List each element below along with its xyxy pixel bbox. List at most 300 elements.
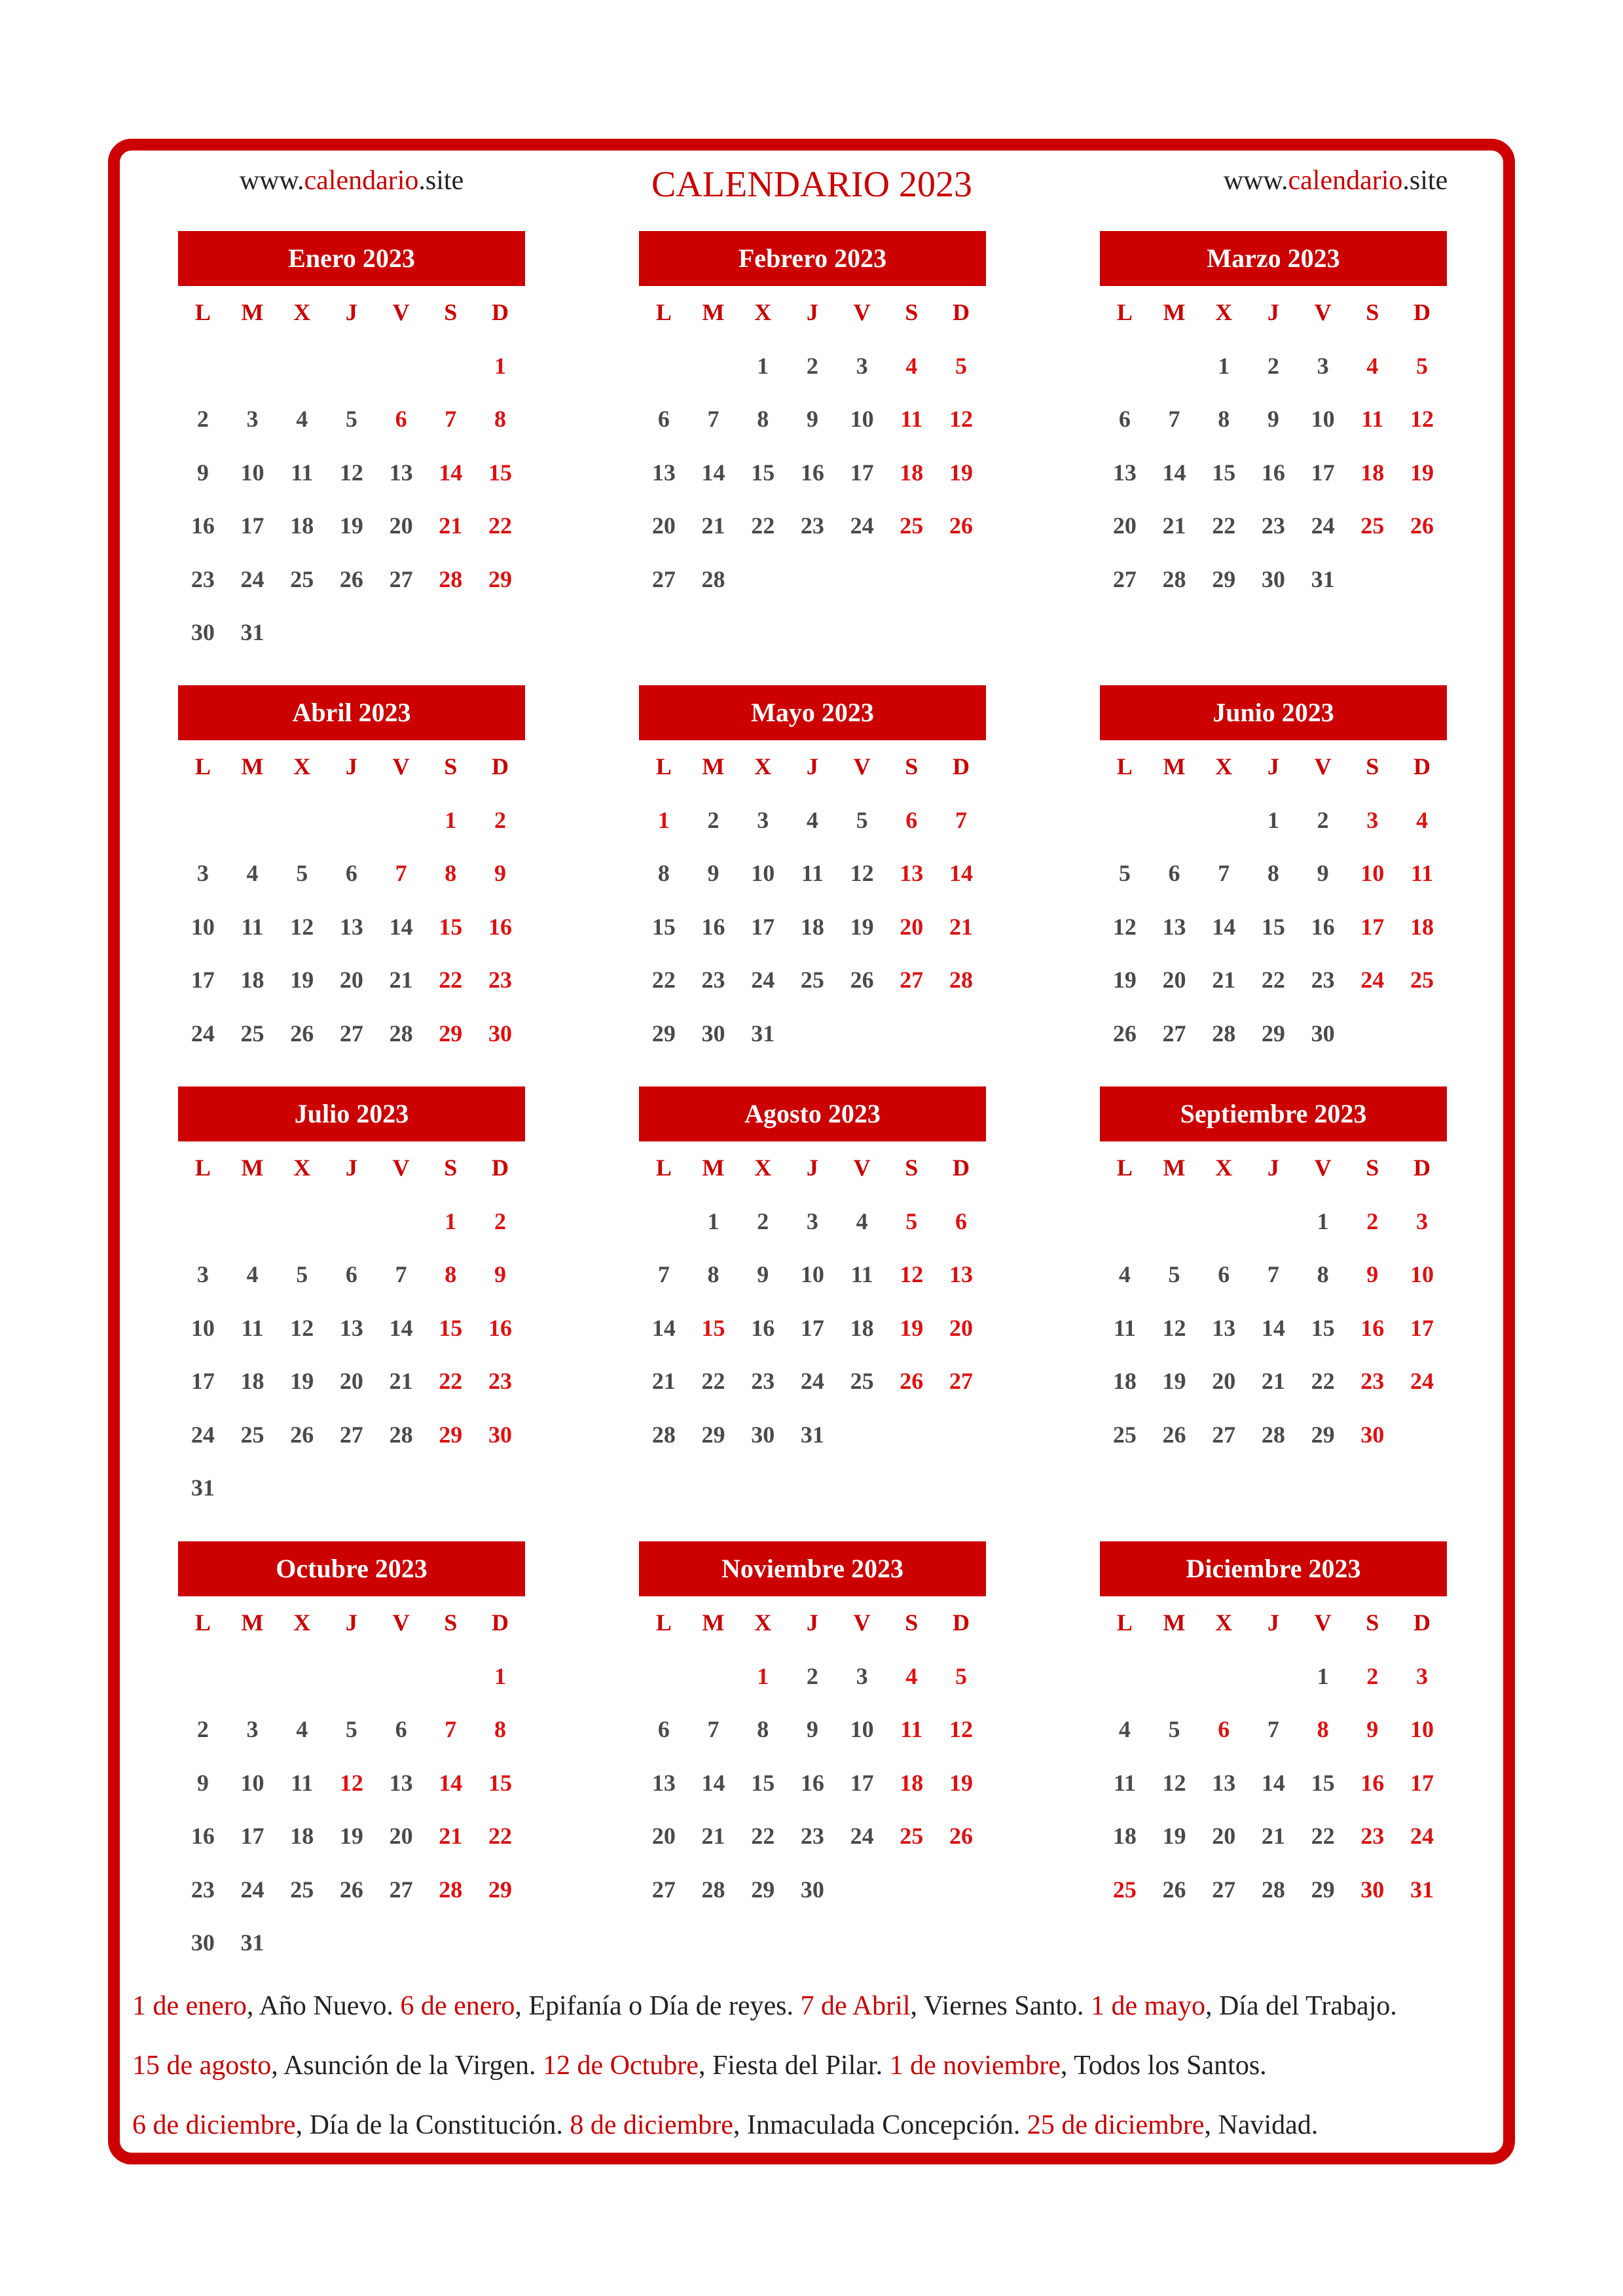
day-cell[interactable]: 21: [949, 913, 973, 940]
day-cell[interactable]: 11: [1113, 1769, 1136, 1796]
day-cell[interactable]: 18: [240, 1368, 264, 1394]
day-cell[interactable]: 6: [395, 406, 407, 432]
day-cell[interactable]: 18: [290, 1823, 314, 1849]
day-cell[interactable]: 9: [1267, 406, 1279, 432]
day-cell[interactable]: 23: [1360, 1823, 1385, 1849]
day-cell[interactable]: 10: [191, 913, 215, 940]
day-cell[interactable]: 4: [905, 1662, 918, 1689]
day-cell[interactable]: 16: [1311, 913, 1335, 940]
day-cell[interactable]: 27: [1212, 1876, 1236, 1903]
day-cell[interactable]: 4: [296, 406, 308, 432]
day-cell[interactable]: 3: [856, 352, 868, 379]
day-cell[interactable]: 4: [296, 1716, 308, 1742]
day-cell[interactable]: 27: [900, 967, 924, 993]
day-cell[interactable]: 21: [439, 512, 463, 539]
day-cell[interactable]: 5: [1415, 352, 1428, 379]
day-cell[interactable]: 20: [900, 913, 924, 940]
day-cell[interactable]: 24: [240, 1876, 264, 1903]
day-cell[interactable]: 19: [339, 512, 363, 539]
day-cell[interactable]: 6: [657, 1716, 670, 1742]
day-cell[interactable]: 16: [1261, 459, 1285, 486]
day-cell[interactable]: 31: [240, 619, 264, 645]
day-cell[interactable]: 10: [191, 1314, 215, 1341]
day-cell[interactable]: 24: [751, 967, 775, 993]
day-cell[interactable]: 21: [439, 1823, 463, 1849]
day-cell[interactable]: 7: [1267, 1261, 1279, 1287]
day-cell[interactable]: 25: [240, 1421, 264, 1448]
day-cell[interactable]: 14: [1162, 459, 1186, 486]
day-cell[interactable]: 14: [439, 1769, 463, 1796]
day-cell[interactable]: 7: [395, 1261, 407, 1287]
day-cell[interactable]: 12: [339, 459, 363, 486]
day-cell[interactable]: 13: [389, 1769, 413, 1796]
day-cell[interactable]: 25: [1410, 967, 1434, 993]
day-cell[interactable]: 5: [905, 1208, 918, 1234]
day-cell[interactable]: 25: [290, 1876, 314, 1903]
day-cell[interactable]: 21: [389, 1368, 413, 1394]
day-cell[interactable]: 19: [1162, 1823, 1186, 1849]
day-cell[interactable]: 22: [751, 1823, 775, 1849]
day-cell[interactable]: 8: [494, 1716, 506, 1742]
day-cell[interactable]: 1: [757, 1662, 769, 1689]
day-cell[interactable]: 16: [191, 1823, 215, 1849]
day-cell[interactable]: 18: [240, 967, 264, 993]
day-cell[interactable]: 21: [1261, 1823, 1285, 1849]
day-cell[interactable]: 27: [1162, 1020, 1186, 1047]
day-cell[interactable]: 7: [955, 806, 967, 833]
website-label-left[interactable]: [214, 165, 489, 196]
day-cell[interactable]: 19: [1410, 459, 1434, 486]
day-cell[interactable]: 13: [339, 1314, 363, 1341]
day-cell[interactable]: 30: [1311, 1020, 1335, 1047]
day-cell[interactable]: 26: [339, 565, 363, 592]
day-cell[interactable]: 11: [1410, 860, 1433, 886]
day-cell[interactable]: 1: [757, 352, 769, 379]
day-cell[interactable]: 7: [1267, 1716, 1279, 1742]
day-cell[interactable]: 14: [1261, 1769, 1285, 1796]
day-cell[interactable]: 1: [445, 1208, 457, 1234]
day-cell[interactable]: 9: [707, 860, 720, 886]
day-cell[interactable]: 16: [488, 1314, 512, 1341]
day-cell[interactable]: 11: [241, 913, 264, 940]
day-cell[interactable]: 11: [241, 1314, 264, 1341]
day-cell[interactable]: 29: [1311, 1876, 1335, 1903]
day-cell[interactable]: 16: [751, 1314, 775, 1341]
day-cell[interactable]: 15: [1311, 1314, 1335, 1341]
day-cell[interactable]: 27: [651, 1876, 676, 1903]
day-cell[interactable]: 8: [445, 1261, 457, 1287]
day-cell[interactable]: 23: [800, 1823, 824, 1849]
day-cell[interactable]: 8: [1218, 406, 1230, 432]
day-cell[interactable]: 13: [651, 1769, 676, 1796]
day-cell[interactable]: 13: [900, 860, 924, 886]
day-cell[interactable]: 4: [1118, 1261, 1131, 1287]
day-cell[interactable]: 5: [296, 1261, 308, 1287]
day-cell[interactable]: 2: [494, 806, 506, 833]
day-cell[interactable]: 16: [488, 913, 512, 940]
day-cell[interactable]: 17: [1360, 913, 1385, 940]
day-cell[interactable]: 8: [1267, 860, 1279, 886]
day-cell[interactable]: 15: [488, 459, 512, 486]
day-cell[interactable]: 26: [1162, 1421, 1186, 1448]
day-cell[interactable]: 23: [488, 1368, 512, 1394]
day-cell[interactable]: 27: [1212, 1421, 1236, 1448]
day-cell[interactable]: 18: [1410, 913, 1434, 940]
day-cell[interactable]: 14: [949, 860, 973, 886]
day-cell[interactable]: 1: [494, 1662, 506, 1689]
day-cell[interactable]: 5: [1118, 860, 1131, 886]
day-cell[interactable]: 18: [900, 1769, 924, 1796]
day-cell[interactable]: 23: [1261, 512, 1285, 539]
day-cell[interactable]: 4: [1366, 352, 1379, 379]
day-cell[interactable]: 25: [900, 1823, 924, 1849]
day-cell[interactable]: 1: [1267, 806, 1279, 833]
day-cell[interactable]: 24: [1311, 512, 1335, 539]
day-cell[interactable]: 31: [751, 1020, 775, 1047]
day-cell[interactable]: 10: [751, 860, 775, 886]
day-cell[interactable]: 11: [850, 1261, 873, 1287]
day-cell[interactable]: 3: [1366, 806, 1379, 833]
day-cell[interactable]: 13: [949, 1261, 973, 1287]
day-cell[interactable]: 31: [191, 1475, 215, 1501]
day-cell[interactable]: 18: [1112, 1368, 1137, 1394]
day-cell[interactable]: 27: [339, 1020, 363, 1047]
day-cell[interactable]: 6: [1218, 1716, 1230, 1742]
day-cell[interactable]: 1: [1218, 352, 1230, 379]
day-cell[interactable]: 13: [1162, 913, 1186, 940]
day-cell[interactable]: 9: [1317, 860, 1329, 886]
day-cell[interactable]: 11: [1361, 406, 1384, 432]
day-cell[interactable]: 28: [651, 1421, 676, 1448]
day-cell[interactable]: 4: [246, 1261, 259, 1287]
day-cell[interactable]: 14: [701, 459, 725, 486]
day-cell[interactable]: 10: [1360, 860, 1385, 886]
day-cell[interactable]: 30: [800, 1876, 824, 1903]
website-label-right[interactable]: [1198, 165, 1473, 196]
day-cell[interactable]: 21: [701, 1823, 725, 1849]
day-cell[interactable]: 21: [701, 512, 725, 539]
day-cell[interactable]: 2: [806, 1662, 818, 1689]
day-cell[interactable]: 17: [240, 1823, 264, 1849]
day-cell[interactable]: 21: [651, 1368, 676, 1394]
day-cell[interactable]: 25: [240, 1020, 264, 1047]
day-cell[interactable]: 10: [240, 459, 264, 486]
day-cell[interactable]: 7: [657, 1261, 670, 1287]
day-cell[interactable]: 9: [1366, 1261, 1379, 1287]
day-cell[interactable]: 17: [240, 512, 264, 539]
day-cell[interactable]: 7: [1218, 860, 1230, 886]
day-cell[interactable]: 8: [1317, 1716, 1329, 1742]
day-cell[interactable]: 11: [291, 1769, 314, 1796]
day-cell[interactable]: 15: [1261, 913, 1285, 940]
day-cell[interactable]: 25: [800, 967, 824, 993]
day-cell[interactable]: 5: [856, 806, 868, 833]
day-cell[interactable]: 28: [1261, 1876, 1285, 1903]
day-cell[interactable]: 20: [1212, 1368, 1236, 1394]
day-cell[interactable]: 7: [395, 860, 407, 886]
day-cell[interactable]: 21: [1162, 512, 1186, 539]
day-cell[interactable]: 29: [1261, 1020, 1285, 1047]
day-cell[interactable]: 3: [806, 1208, 818, 1234]
day-cell[interactable]: 4: [905, 352, 918, 379]
day-cell[interactable]: 17: [800, 1314, 824, 1341]
day-cell[interactable]: 9: [806, 406, 818, 432]
day-cell[interactable]: 26: [850, 967, 874, 993]
day-cell[interactable]: 17: [1410, 1314, 1434, 1341]
day-cell[interactable]: 25: [1360, 512, 1385, 539]
day-cell[interactable]: 25: [850, 1368, 874, 1394]
day-cell[interactable]: 4: [246, 860, 259, 886]
day-cell[interactable]: 9: [494, 860, 506, 886]
day-cell[interactable]: 22: [751, 512, 775, 539]
day-cell[interactable]: 4: [1415, 806, 1428, 833]
day-cell[interactable]: 29: [701, 1421, 725, 1448]
day-cell[interactable]: 14: [439, 459, 463, 486]
day-cell[interactable]: 20: [339, 1368, 363, 1394]
day-cell[interactable]: 26: [900, 1368, 924, 1394]
day-cell[interactable]: 10: [240, 1769, 264, 1796]
day-cell[interactable]: 17: [1410, 1769, 1434, 1796]
day-cell[interactable]: 7: [1168, 406, 1180, 432]
day-cell[interactable]: 26: [1410, 512, 1434, 539]
day-cell[interactable]: 13: [389, 459, 413, 486]
day-cell[interactable]: 31: [800, 1421, 824, 1448]
day-cell[interactable]: 25: [1112, 1421, 1137, 1448]
day-cell[interactable]: 19: [850, 913, 874, 940]
day-cell[interactable]: 28: [439, 565, 463, 592]
day-cell[interactable]: 12: [290, 1314, 314, 1341]
day-cell[interactable]: 15: [701, 1314, 725, 1341]
day-cell[interactable]: 15: [439, 1314, 463, 1341]
day-cell[interactable]: 6: [657, 406, 670, 432]
day-cell[interactable]: 24: [1410, 1368, 1434, 1394]
day-cell[interactable]: 18: [1112, 1823, 1137, 1849]
day-cell[interactable]: 29: [1212, 565, 1236, 592]
day-cell[interactable]: 4: [856, 1208, 868, 1234]
day-cell[interactable]: 6: [955, 1208, 967, 1234]
day-cell[interactable]: 3: [196, 860, 209, 886]
day-cell[interactable]: 21: [1212, 967, 1236, 993]
day-cell[interactable]: 20: [1162, 967, 1186, 993]
day-cell[interactable]: 3: [1415, 1662, 1428, 1689]
day-cell[interactable]: 19: [339, 1823, 363, 1849]
day-cell[interactable]: 5: [296, 860, 308, 886]
day-cell[interactable]: 28: [949, 967, 973, 993]
day-cell[interactable]: 24: [240, 565, 264, 592]
day-cell[interactable]: 19: [290, 1368, 314, 1394]
day-cell[interactable]: 11: [801, 860, 824, 886]
day-cell[interactable]: 22: [488, 512, 512, 539]
day-cell[interactable]: 6: [1118, 406, 1131, 432]
day-cell[interactable]: 25: [290, 565, 314, 592]
day-cell[interactable]: 17: [1311, 459, 1335, 486]
day-cell[interactable]: 22: [1212, 512, 1236, 539]
day-cell[interactable]: 24: [1410, 1823, 1434, 1849]
day-cell[interactable]: 16: [800, 459, 824, 486]
day-cell[interactable]: 17: [850, 1769, 874, 1796]
day-cell[interactable]: 23: [701, 967, 725, 993]
day-cell[interactable]: 29: [488, 565, 512, 592]
day-cell[interactable]: 13: [1212, 1769, 1236, 1796]
day-cell[interactable]: 6: [1218, 1261, 1230, 1287]
day-cell[interactable]: 31: [240, 1929, 264, 1956]
day-cell[interactable]: 19: [900, 1314, 924, 1341]
day-cell[interactable]: 18: [900, 459, 924, 486]
day-cell[interactable]: 15: [1311, 1769, 1335, 1796]
day-cell[interactable]: 8: [1317, 1261, 1329, 1287]
day-cell[interactable]: 14: [701, 1769, 725, 1796]
day-cell[interactable]: 14: [389, 913, 413, 940]
day-cell[interactable]: 5: [1168, 1716, 1180, 1742]
day-cell[interactable]: 18: [1360, 459, 1385, 486]
day-cell[interactable]: 12: [900, 1261, 924, 1287]
day-cell[interactable]: 7: [445, 406, 457, 432]
day-cell[interactable]: 23: [488, 967, 512, 993]
day-cell[interactable]: 17: [191, 1368, 215, 1394]
day-cell[interactable]: 6: [345, 860, 357, 886]
day-cell[interactable]: 2: [757, 1208, 769, 1234]
day-cell[interactable]: 10: [800, 1261, 824, 1287]
day-cell[interactable]: 11: [900, 406, 923, 432]
day-cell[interactable]: 5: [955, 352, 967, 379]
day-cell[interactable]: 6: [1168, 860, 1180, 886]
day-cell[interactable]: 5: [345, 406, 357, 432]
day-cell[interactable]: 12: [949, 1716, 973, 1742]
day-cell[interactable]: 12: [1162, 1314, 1186, 1341]
day-cell[interactable]: 2: [806, 352, 818, 379]
day-cell[interactable]: 12: [290, 913, 314, 940]
day-cell[interactable]: 16: [191, 512, 215, 539]
day-cell[interactable]: 14: [389, 1314, 413, 1341]
day-cell[interactable]: 15: [751, 1769, 775, 1796]
day-cell[interactable]: 28: [1212, 1020, 1236, 1047]
day-cell[interactable]: 10: [850, 406, 874, 432]
day-cell[interactable]: 26: [1162, 1876, 1186, 1903]
day-cell[interactable]: 25: [1112, 1876, 1137, 1903]
day-cell[interactable]: 24: [800, 1368, 824, 1394]
day-cell[interactable]: 1: [1317, 1208, 1329, 1234]
day-cell[interactable]: 22: [701, 1368, 725, 1394]
day-cell[interactable]: 17: [191, 967, 215, 993]
day-cell[interactable]: 14: [1261, 1314, 1285, 1341]
day-cell[interactable]: 12: [850, 860, 874, 886]
day-cell[interactable]: 2: [1317, 806, 1329, 833]
day-cell[interactable]: 16: [701, 913, 725, 940]
day-cell[interactable]: 27: [389, 1876, 413, 1903]
day-cell[interactable]: 23: [800, 512, 824, 539]
day-cell[interactable]: 26: [290, 1020, 314, 1047]
day-cell[interactable]: 16: [800, 1769, 824, 1796]
day-cell[interactable]: 29: [1311, 1421, 1335, 1448]
day-cell[interactable]: 30: [1360, 1421, 1385, 1448]
day-cell[interactable]: 1: [494, 352, 506, 379]
day-cell[interactable]: 26: [290, 1421, 314, 1448]
day-cell[interactable]: 10: [850, 1716, 874, 1742]
day-cell[interactable]: 12: [1410, 406, 1434, 432]
day-cell[interactable]: 7: [707, 406, 720, 432]
day-cell[interactable]: 9: [196, 459, 209, 486]
day-cell[interactable]: 29: [751, 1876, 775, 1903]
day-cell[interactable]: 30: [488, 1020, 512, 1047]
day-cell[interactable]: 11: [291, 459, 314, 486]
day-cell[interactable]: 20: [1212, 1823, 1236, 1849]
day-cell[interactable]: 11: [900, 1716, 923, 1742]
day-cell[interactable]: 21: [389, 967, 413, 993]
day-cell[interactable]: 20: [949, 1314, 973, 1341]
day-cell[interactable]: 22: [1311, 1823, 1335, 1849]
day-cell[interactable]: 23: [191, 1876, 215, 1903]
day-cell[interactable]: 12: [339, 1769, 363, 1796]
day-cell[interactable]: 24: [191, 1421, 215, 1448]
day-cell[interactable]: 19: [949, 459, 973, 486]
day-cell[interactable]: 23: [751, 1368, 775, 1394]
day-cell[interactable]: 18: [850, 1314, 874, 1341]
day-cell[interactable]: 14: [651, 1314, 676, 1341]
day-cell[interactable]: 13: [339, 913, 363, 940]
day-cell[interactable]: 3: [196, 1261, 209, 1287]
day-cell[interactable]: 18: [290, 512, 314, 539]
day-cell[interactable]: 2: [707, 806, 720, 833]
day-cell[interactable]: 4: [806, 806, 818, 833]
day-cell[interactable]: 9: [1366, 1716, 1379, 1742]
day-cell[interactable]: 2: [1267, 352, 1279, 379]
day-cell[interactable]: 11: [1113, 1314, 1136, 1341]
day-cell[interactable]: 28: [701, 1876, 725, 1903]
day-cell[interactable]: 28: [1261, 1421, 1285, 1448]
day-cell[interactable]: 23: [1311, 967, 1335, 993]
day-cell[interactable]: 30: [751, 1421, 775, 1448]
day-cell[interactable]: 21: [1261, 1368, 1285, 1394]
day-cell[interactable]: 22: [439, 967, 463, 993]
day-cell[interactable]: 8: [757, 406, 769, 432]
day-cell[interactable]: 3: [1415, 1208, 1428, 1234]
day-cell[interactable]: 28: [389, 1421, 413, 1448]
day-cell[interactable]: 26: [339, 1876, 363, 1903]
day-cell[interactable]: 29: [488, 1876, 512, 1903]
day-cell[interactable]: 30: [191, 1929, 215, 1956]
day-cell[interactable]: 19: [1112, 967, 1137, 993]
day-cell[interactable]: 13: [1112, 459, 1137, 486]
day-cell[interactable]: 2: [196, 1716, 209, 1742]
day-cell[interactable]: 28: [439, 1876, 463, 1903]
day-cell[interactable]: 1: [445, 806, 457, 833]
day-cell[interactable]: 15: [439, 913, 463, 940]
day-cell[interactable]: 19: [949, 1769, 973, 1796]
day-cell[interactable]: 20: [651, 512, 676, 539]
day-cell[interactable]: 8: [445, 860, 457, 886]
day-cell[interactable]: 5: [1168, 1261, 1180, 1287]
day-cell[interactable]: 6: [345, 1261, 357, 1287]
day-cell[interactable]: 22: [1311, 1368, 1335, 1394]
day-cell[interactable]: 25: [900, 512, 924, 539]
day-cell[interactable]: 5: [955, 1662, 967, 1689]
day-cell[interactable]: 29: [651, 1020, 676, 1047]
day-cell[interactable]: 30: [701, 1020, 725, 1047]
day-cell[interactable]: 30: [191, 619, 215, 645]
day-cell[interactable]: 17: [751, 913, 775, 940]
day-cell[interactable]: 8: [494, 406, 506, 432]
day-cell[interactable]: 22: [439, 1368, 463, 1394]
day-cell[interactable]: 1: [707, 1208, 720, 1234]
day-cell[interactable]: 28: [1162, 565, 1186, 592]
day-cell[interactable]: 23: [1360, 1368, 1385, 1394]
day-cell[interactable]: 3: [246, 406, 259, 432]
day-cell[interactable]: 16: [1360, 1314, 1385, 1341]
day-cell[interactable]: 5: [345, 1716, 357, 1742]
day-cell[interactable]: 7: [707, 1716, 720, 1742]
day-cell[interactable]: 20: [389, 512, 413, 539]
day-cell[interactable]: 6: [905, 806, 918, 833]
